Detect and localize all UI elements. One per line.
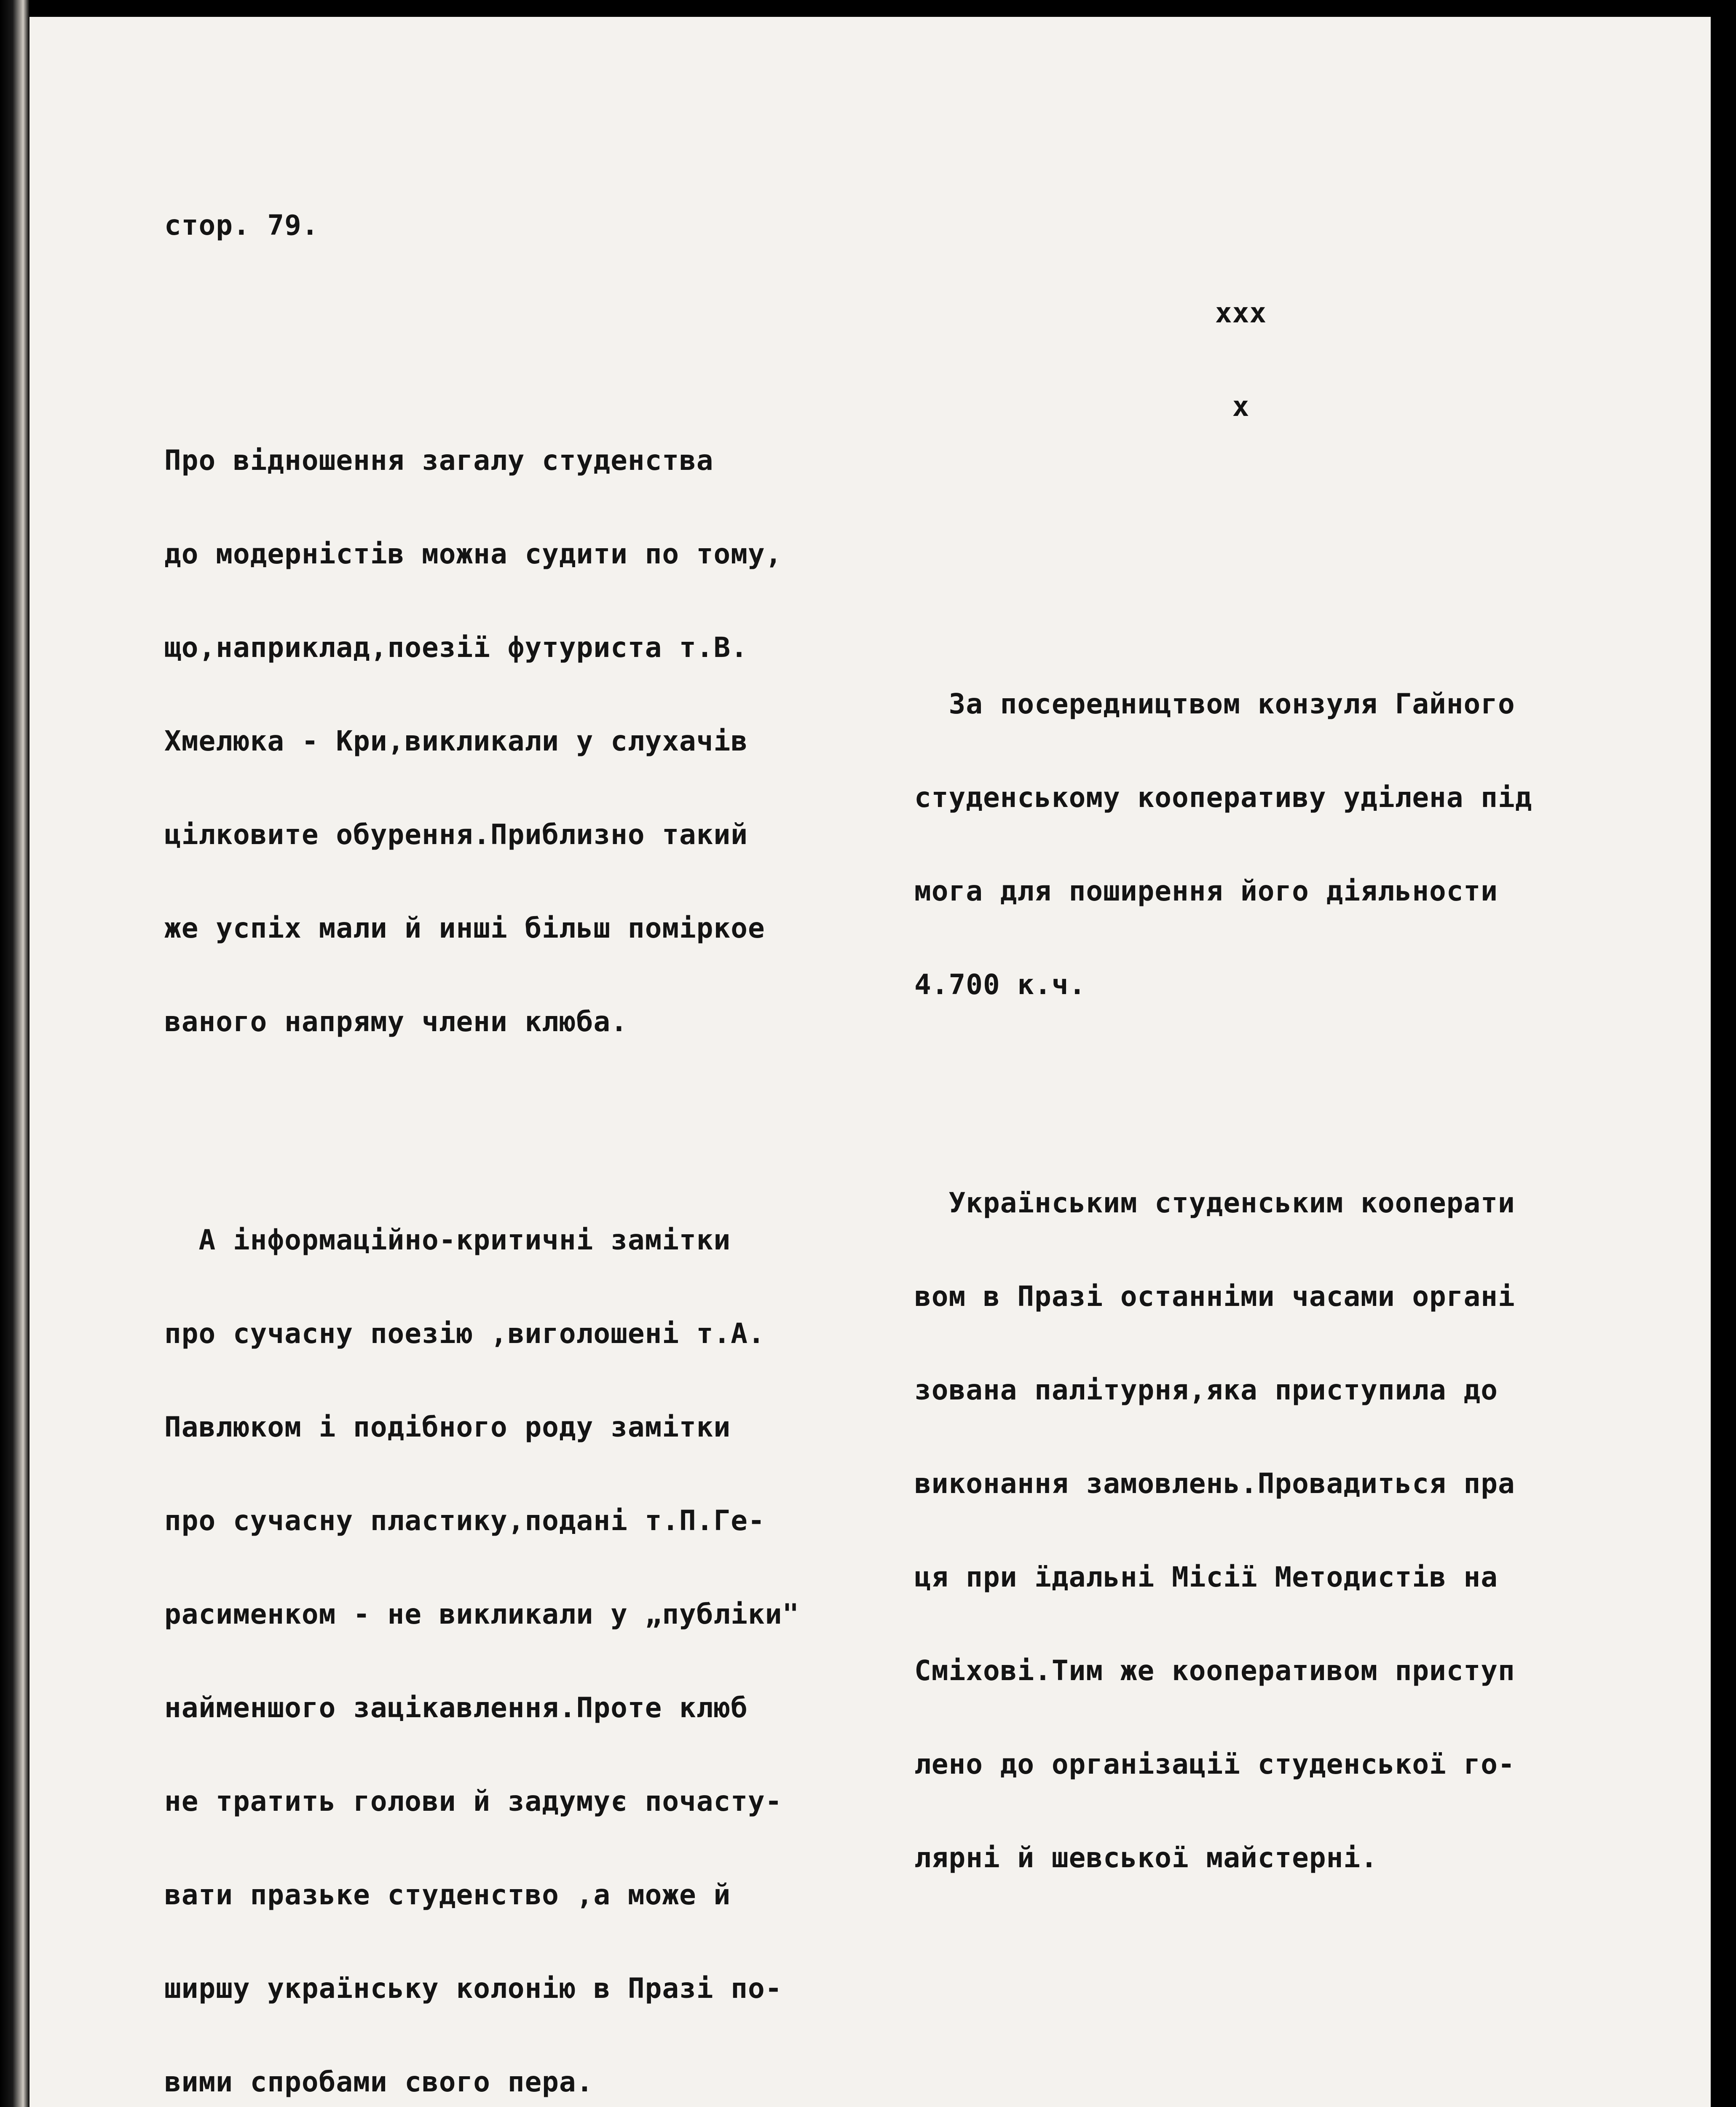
left-column <box>164 147 923 2107</box>
left-para-1: Про відношення загалу студенства до модерністів можна судити по тому, що,наприклад,поезії футуриста т.В. Хмелюка - Кри,викликали у слухачів цілковите обурення.Приблизно такий же успіх мали й инші більш поміркое ваного напряму члени клюба. <box>164 444 782 1038</box>
separator-3: xxx x <box>1215 297 1267 423</box>
binding-edge <box>0 0 29 2107</box>
right-para-2: Українським студенським кооперати вом в Празі останніми часами органі зована палітурня,яка приступила до виконання замовлень.Провадиться пра ця при їдальні Місії Методистів на Сміхові.Тим же кооперативом приступ лено до організації студенської го- лярні й шевської майстерні. <box>914 1187 1515 1874</box>
page-number: стор. 79. <box>164 209 319 241</box>
left-para-2: А інформаційно-критичні замітки про сучасну поезію ,виголошені т.А. Павлюком і подібного роду замітки про сучасну пластику,подані т.П.Ге- расименком - не викликали у „публіки" найменшого зацікавлення.Проте клюб не тратить голови й задумує почасту- вати празьке студенство ,а може й ширшу українську колонію в Празі по- вими спробами свого пера. <box>164 1224 800 2098</box>
right-column <box>914 173 1694 2107</box>
separator-4 <box>914 2094 1694 2107</box>
right-para-1: За посередництвом конзуля Гайного студенському кооперативу уділена під мога для поширення його діяльности 4.700 к.ч. <box>914 688 1532 1001</box>
document-page <box>29 17 1711 2107</box>
